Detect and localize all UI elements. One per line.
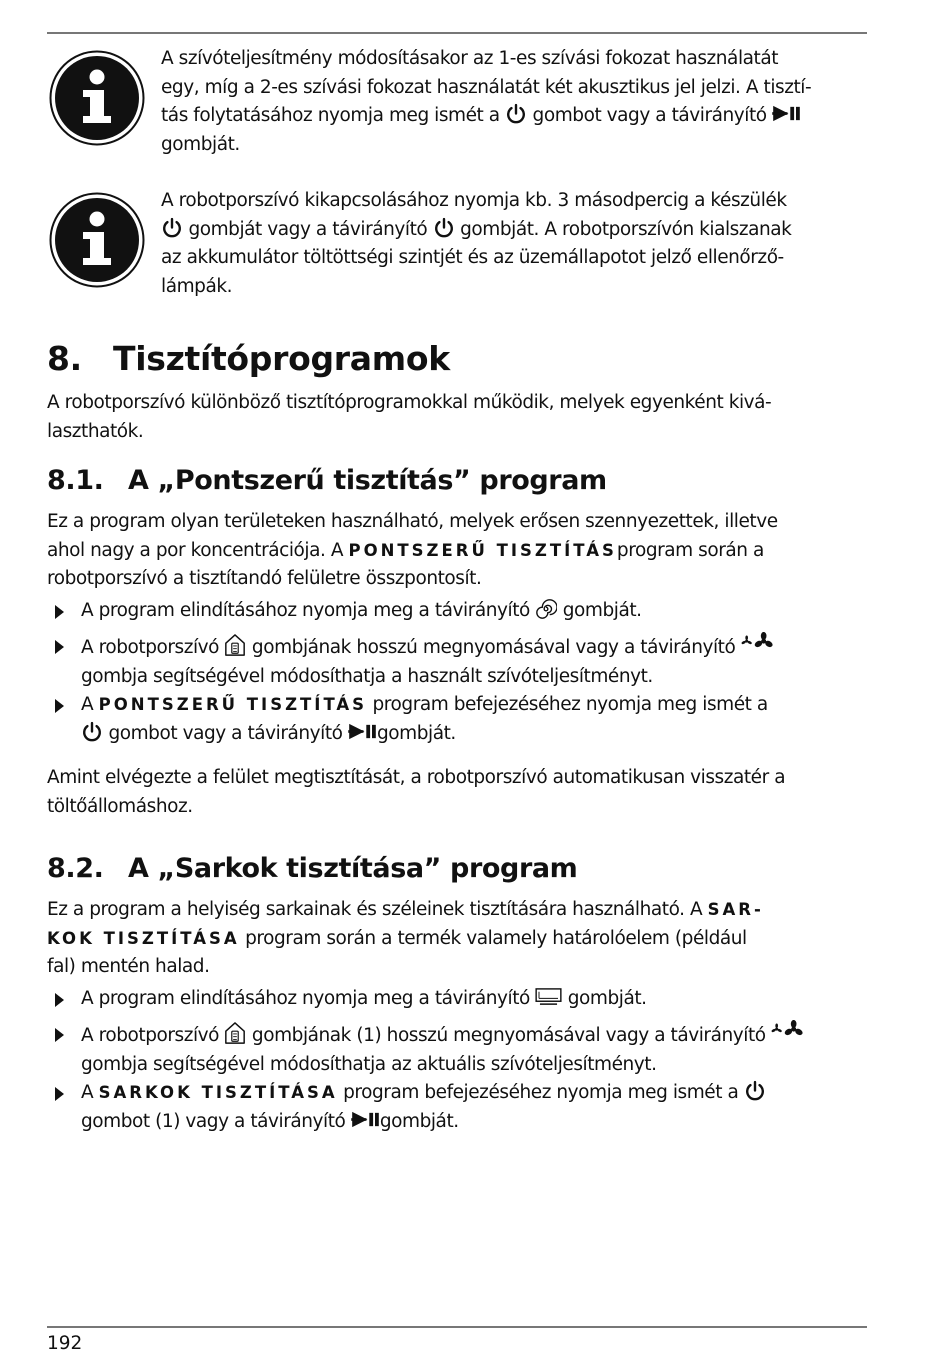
bullet-arrow-icon xyxy=(55,605,64,619)
info-note-1 xyxy=(161,45,867,159)
power-icon xyxy=(505,103,527,125)
para-line: Amint elvégezte a felület megtisztítását, a robotporszívó automatikusan visszatér a xyxy=(47,767,786,788)
section-8-1-heading xyxy=(47,461,607,501)
bullet-text xyxy=(81,1079,867,1136)
bullet-text-part: gombjának (1) hosszú megnyomásával vagy a távirányító xyxy=(251,1025,766,1046)
bullet-arrow-icon xyxy=(55,699,64,713)
bullet-line: gombja segítségével módosíthatja az aktuális szívóteljesítményt. xyxy=(81,1053,657,1075)
section-8-2-paragraph xyxy=(47,896,867,982)
fan-speed-icon xyxy=(771,1020,805,1042)
bullet-text-part: gombját. xyxy=(377,722,456,744)
note-text: gombot vagy a távirányító xyxy=(532,105,767,126)
bullet-line xyxy=(81,720,867,749)
bullet-text-part: gombját. xyxy=(567,988,647,1009)
bullet-text-part: A robotporszívó xyxy=(81,1025,220,1046)
note-text: tás folytatásához nyomja meg ismét a xyxy=(161,105,500,126)
bullet-text xyxy=(81,985,867,1014)
bullet-text xyxy=(81,597,867,626)
bullet-line xyxy=(81,1108,867,1137)
para-line: fal) mentén halad. xyxy=(47,956,210,977)
bullet-line xyxy=(81,632,867,663)
bottom-rule xyxy=(47,1326,867,1328)
bullet-item xyxy=(47,1079,867,1136)
bullet-text-part: A robotporszívó xyxy=(81,637,220,658)
bullet-text-part: A program elindításához nyomja meg a távirányító xyxy=(81,988,530,1009)
bullet-text-part: gombot vagy a távirányító xyxy=(108,722,343,744)
para-text: program során a xyxy=(616,539,764,561)
bullet-text xyxy=(81,632,867,691)
section-title: Tisztítóprogramok xyxy=(113,339,450,378)
home-button-icon xyxy=(224,633,246,657)
play-pause-icon xyxy=(772,104,801,123)
section-title: A „Sarkok tisztítása” program xyxy=(128,853,578,884)
bullet-text-part: program befejezéséhez nyomja meg ismét a xyxy=(372,694,768,715)
para-text: ahol nagy a por koncentrációja. A xyxy=(47,539,344,561)
edge-cleaning-icon xyxy=(535,987,562,1006)
note-line: lámpák. xyxy=(161,275,233,297)
bullet-text-part: A xyxy=(81,694,94,715)
bullet-arrow-icon xyxy=(55,993,64,1007)
para-line: Ez a program olyan területeken használható, melyek erősen szennyezettek, illetve xyxy=(47,511,778,532)
spiral-icon xyxy=(535,598,557,620)
note-line xyxy=(161,102,867,131)
note-line xyxy=(161,216,867,245)
intro-line: A robotporszívó különböző tisztítóprogramokkal működik, melyek egyenként kivá- xyxy=(47,392,772,413)
para-line xyxy=(47,896,867,925)
program-name: PONTSZERŰ TISZTÍTÁS xyxy=(348,540,617,560)
bullet-item xyxy=(47,632,867,691)
section-number: 8. xyxy=(47,339,82,378)
note-line: gombját. xyxy=(161,133,240,155)
bullet-line xyxy=(81,1020,867,1051)
power-icon xyxy=(161,217,183,239)
bullet-item xyxy=(47,597,867,626)
fan-speed-icon xyxy=(741,632,775,654)
para-line xyxy=(47,925,867,954)
note-text: gombját vagy a távirányító xyxy=(188,218,428,240)
program-name: PONTSZERŰ TISZTÍTÁS xyxy=(98,695,368,714)
play-pause-icon xyxy=(351,1110,380,1129)
section-8-intro xyxy=(47,389,867,446)
bullet-text-part: gombját. xyxy=(379,1110,459,1132)
power-icon xyxy=(433,217,455,239)
home-button-icon xyxy=(224,1021,246,1045)
page-number: 192 xyxy=(47,1333,83,1354)
bullet-text xyxy=(81,691,867,748)
bullet-text-part: gombjának hosszú megnyomásával vagy a távirányító xyxy=(251,637,736,658)
note-text: gombját. A robotporszívón kialszanak xyxy=(460,218,792,240)
bullet-text-part: program befejezéséhez nyomja meg ismét a xyxy=(343,1082,739,1103)
bullet-text-part: gombot (1) vagy a távirányító xyxy=(81,1110,346,1132)
section-8-heading xyxy=(47,334,450,384)
section-8-1-closing xyxy=(47,764,867,821)
bullet-line: gombja segítségével módosíthatja a használt szívóteljesítményt. xyxy=(81,665,653,687)
bullet-text xyxy=(81,1020,867,1079)
bullet-text-part: gombját. xyxy=(562,600,642,621)
note-line: A robotporszívó kikapcsolásához nyomja kb. 3 másodpercig a készülék xyxy=(161,190,787,211)
info-icon xyxy=(49,50,145,146)
program-name: SAR- xyxy=(707,900,764,919)
top-rule xyxy=(47,32,867,34)
bullet-text-part: A program elindításához nyomja meg a távirányító xyxy=(81,600,530,621)
bullet-item xyxy=(47,691,867,748)
section-title: A „Pontszerű tisztítás” program xyxy=(128,465,607,496)
para-text: Ez a program a helyiség sarkainak és széleinek tisztítására használható. A xyxy=(47,899,703,920)
program-name: SARKOK TISZTÍTÁSA xyxy=(98,1083,338,1102)
section-number: 8.2. xyxy=(47,853,104,884)
bullet-item xyxy=(47,985,867,1014)
note-line: egy, míg a 2-es szívási fokozat használatát két akusztikus jel jelzi. A tisztí- xyxy=(161,76,812,98)
para-line: töltőállomáshoz. xyxy=(47,795,193,817)
play-pause-icon xyxy=(348,722,377,741)
info-icon xyxy=(49,192,145,288)
power-icon xyxy=(81,721,103,743)
program-name: KOK TISZTÍTÁSA xyxy=(47,928,240,948)
bullet-item xyxy=(47,1020,867,1079)
para-line: robotporszívó a tisztítandó felületre összpontosít. xyxy=(47,568,482,589)
bullet-arrow-icon xyxy=(55,640,64,654)
section-number: 8.1. xyxy=(47,465,104,496)
para-line xyxy=(47,537,867,566)
note-line: az akkumulátor töltöttségi szintjét és az üzemállapotot jelző ellenőrző- xyxy=(161,247,784,268)
intro-line: laszthatók. xyxy=(47,420,144,442)
info-note-2 xyxy=(161,187,867,301)
bullet-arrow-icon xyxy=(55,1028,64,1042)
bullet-arrow-icon xyxy=(55,1087,64,1101)
section-8-1-paragraph xyxy=(47,508,867,594)
bullet-line xyxy=(81,691,867,720)
para-text: program során a termék valamely határolóelem (például xyxy=(245,927,747,949)
power-icon xyxy=(744,1080,766,1102)
section-8-2-heading xyxy=(47,849,577,889)
bullet-text-part: A xyxy=(81,1082,94,1103)
note-line: A szívóteljesítmény módosításakor az 1-es szívási fokozat használatát xyxy=(161,48,779,69)
bullet-line xyxy=(81,1079,867,1108)
